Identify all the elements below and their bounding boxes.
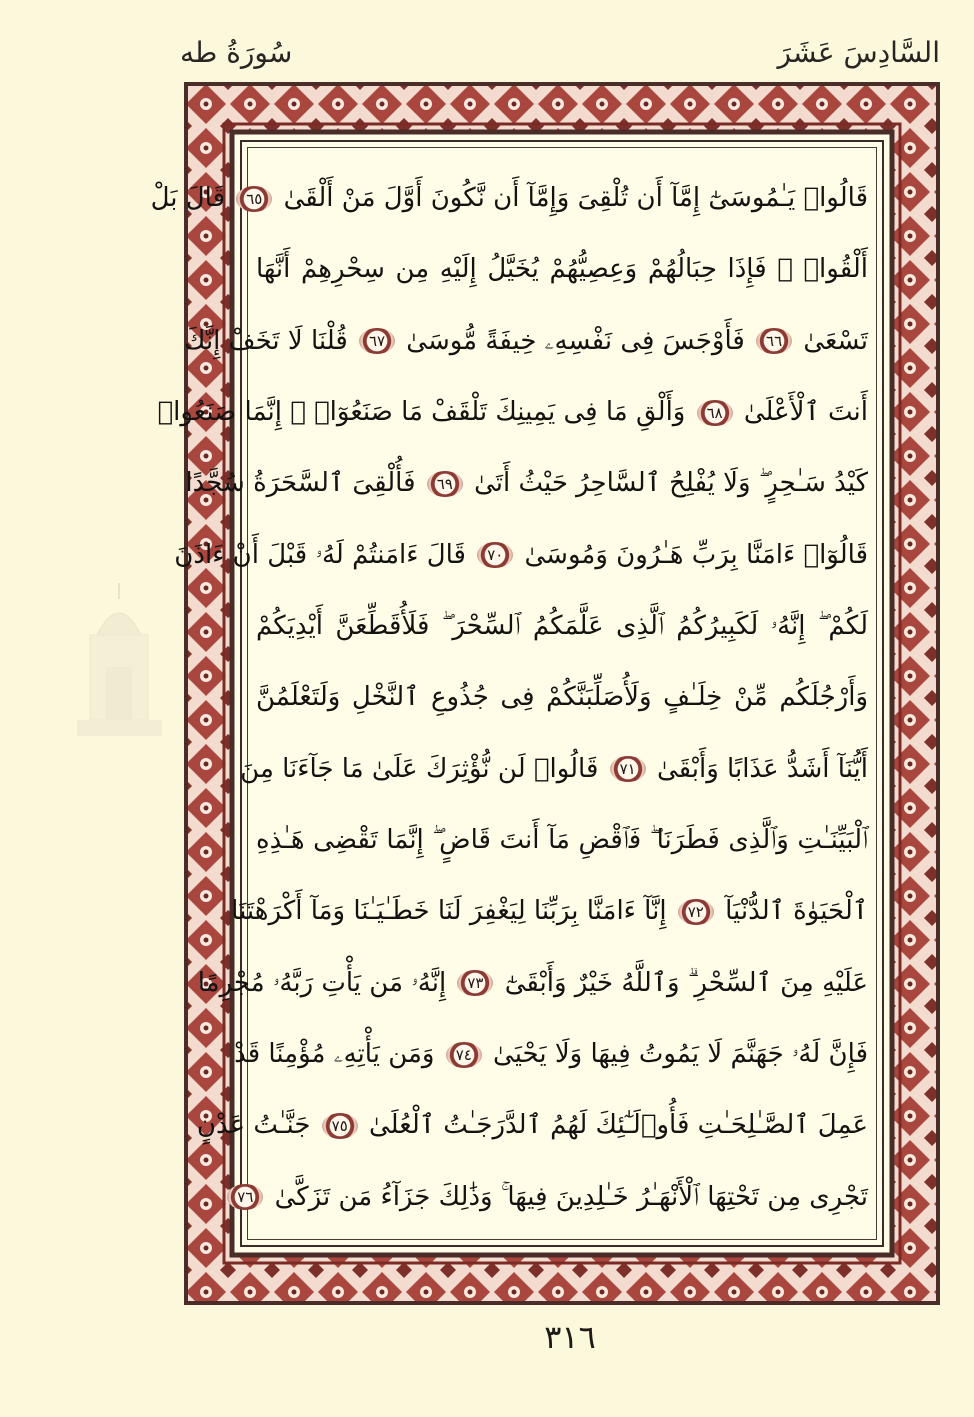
page-number: ٣١٦ [544,1318,596,1356]
ayah-number-marker: ٧٦ [227,1184,263,1210]
verse-text: إِنَّآ ءَامَنَّا بِرَبِّنَا لِيَغْفِرَ لَنَا خَطَـٰيَـٰنَا وَمَآ أَكْرَهْتَنَا [231,896,667,927]
verse-line [150,170,868,226]
verse-text: ٱلْبَيِّنَـٰتِ وَٱلَّذِى فَطَرَنَا ۖ فَٱقْضِ مَآ أَنتَ قَاضٍ ۖ إِنَّمَا تَقْضِى هَـٰذِهِ [256,825,868,856]
ayah-number-marker: ٧٣ [457,970,493,996]
verse-line [174,527,868,583]
verse-text: قَالُوٓا۟ ءَامَنَّا بِرَبِّ هَـٰرُونَ وَمُوسَىٰ [524,539,868,570]
verse-text: فَأَوْجَسَ فِى نَفْسِهِۦ خِيفَةً مُّوسَىٰ [406,325,745,356]
verse-text: وَأَرْجُلَكُم مِّنْ خِلَـٰفٍ وَلَأُصَلِّبَنَّكُمْ فِى جُذُوعِ ٱلنَّخْلِ وَلَتَعْلَمُنَّ [256,682,868,713]
verse-text: أَيُّنَآ أَشَدُّ عَذَابًا وَأَبْقَىٰ [656,753,868,784]
verse-text: لَكُمْ ۖ إِنَّهُۥ لَكَبِيرُكُمُ ٱلَّذِى عَلَّمَكُمُ ٱلسِّحْرَ ۖ فَلَأُقَطِّعَنَّ أَيْدِيَكُمْ [256,611,868,642]
faded-mosque-watermark [72,575,167,745]
ayah-number-marker: ٦٦ [756,328,792,354]
verse-text: وَمَن يَأْتِهِۦ مُؤْمِنًا قَدْ [234,1039,435,1070]
ayah-number-marker: ٦٥ [236,186,272,212]
verse-text: قُلْنَا لَا تَخَفْ إِنَّكَ [184,325,348,356]
verse-text-panel [150,140,884,1247]
ayah-number-marker: ٦٧ [359,328,395,354]
verse-text: قَالَ ءَامَنتُمْ لَهُۥ قَبْلَ أَنْ ءَاذَنَ [174,539,466,570]
verse-line [157,384,868,440]
verse-text: فَأُلْقِىَ ٱلسَّحَرَةُ سُجَّدًا [185,468,416,499]
verse-line [185,455,868,511]
verse-text: تَسْعَىٰ [803,325,868,356]
ayah-number-marker: ٧٢ [678,899,714,925]
verse-line [184,313,868,369]
verse-lines [150,170,868,1225]
ayah-number-marker: ٧١ [610,756,646,782]
verse-text: فَإِنَّ لَهُۥ جَهَنَّمَ لَا يَمُوتُ فِيهَا وَلَا يَحْيَىٰ [493,1039,868,1070]
verse-text: كَيْدُ سَـٰحِرٍ ۖ وَلَا يُفْلِحُ ٱلسَّاحِرُ حَيْثُ أَتَىٰ [474,468,868,499]
juz-name: السَّادِسَ عَشَرَ [777,35,940,69]
verse-line [196,1097,868,1153]
verse-text: ٱلْحَيَوٰةَ ٱلدُّنْيَآ [725,896,868,927]
verse-line [256,812,868,868]
verse-text: تَجْرِى مِن تَحْتِهَا ٱلْأَنْهَـٰرُ خَـٰلِدِينَ فِيهَا ۚ وَذَٰلِكَ جَزَآءُ مَن تَزَكَّىٰ [274,1181,868,1212]
surah-name: سُورَةُ طه [180,35,293,69]
verse-text: قَالُوا۟ يَـٰمُوسَىٰٓ إِمَّآ أَن تُلْقِىَ وَإِمَّآ أَن نَّكُونَ أَوَّلَ مَنْ أَلْقَىٰ [283,183,868,213]
verse-line [240,741,868,797]
ayah-number-marker: ٧٥ [322,1113,358,1139]
verse-text: قَالَ بَلْ [150,183,226,213]
verse-line [256,241,868,297]
verse-text: جَنَّـٰتُ عَدْنٍ [196,1110,311,1141]
verse-text: قَالُوا۟ لَن نُّؤْثِرَكَ عَلَىٰ مَا جَآءَنَا مِنَ [240,753,599,784]
verse-text: عَلَيْهِ مِنَ ٱلسِّحْرِ ۗ وَٱللَّهُ خَيْرٌ وَأَبْقَىٰٓ [504,967,868,998]
verse-line [234,1026,868,1082]
ornamental-page-frame [150,82,940,1305]
verse-line [231,883,868,939]
verse-text: عَمِلَ ٱلصَّـٰلِحَـٰتِ فَأُو۟لَـٰٓئِكَ لَهُمُ ٱلدَّرَجَـٰتُ ٱلْعُلَىٰ [369,1110,868,1141]
page-header [180,30,940,74]
verse-line [197,955,868,1011]
verse-text: إِنَّهُۥ مَن يَأْتِ رَبَّهُۥ مُجْرِمًا [197,967,447,998]
verse-text: أَلْقُوا۟ ۖ فَإِذَا حِبَالُهُمْ وَعِصِيُّهُمْ يُخَيَّلُ إِلَيْهِ مِن سِحْرِهِمْ أَنَّهَا [256,254,868,285]
ayah-number-marker: ٦٩ [427,471,463,497]
verse-line [256,598,868,654]
verse-line [237,1169,868,1225]
ayah-number-marker: ٧٠ [477,542,513,568]
ayah-number-marker: ٧٤ [446,1042,482,1068]
verse-line [256,669,868,725]
verse-text: وَأَلْقِ مَا فِى يَمِينِكَ تَلْقَفْ مَا صَنَعُوٓا۟ ۖ إِنَّمَا صَنَعُوا۟ [157,397,686,428]
verse-text: أَنتَ ٱلْأَعْلَىٰ [743,397,868,428]
ayah-number-marker: ٦٨ [697,400,733,426]
